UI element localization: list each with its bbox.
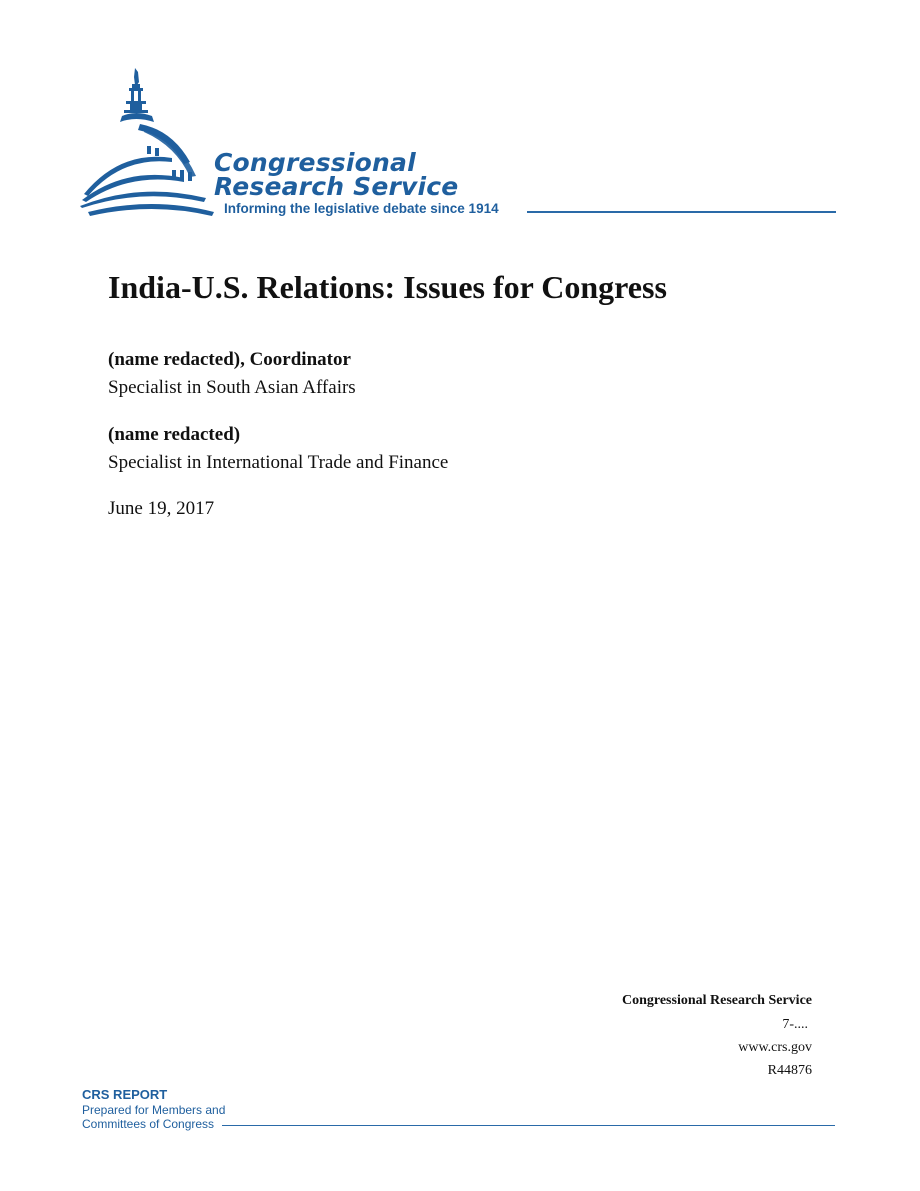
- footer-line-2: Prepared for Members and: [82, 1103, 226, 1117]
- logo-tagline: Informing the legislative debate since 1914: [224, 201, 499, 216]
- author-role-2: Specialist in International Trade and Finance: [108, 452, 449, 473]
- logo-title-line2: Research Service: [214, 172, 459, 201]
- footer-label: CRS REPORT: [82, 1087, 168, 1102]
- crs-logo: [80, 66, 840, 226]
- logo-title-line1: Congressional: [214, 148, 416, 177]
- logo-divider: [527, 211, 836, 213]
- crs-report-footer: [82, 1087, 842, 1137]
- author-name-1: (name redacted), Coordinator: [108, 349, 351, 370]
- publisher-phone: 7-....: [782, 1017, 808, 1032]
- footer-line-3: Committees of Congress: [82, 1117, 215, 1131]
- capitol-dome-icon: [80, 66, 230, 218]
- footer-divider: [222, 1125, 835, 1126]
- report-title: India-U.S. Relations: Issues for Congress: [108, 269, 667, 305]
- author-role-1: Specialist in South Asian Affairs: [108, 377, 356, 398]
- report-number: R44876: [767, 1063, 812, 1078]
- publisher-name: Congressional Research Service: [621, 993, 812, 1008]
- publisher-website: www.crs.gov: [738, 1040, 812, 1055]
- author-name-2: (name redacted): [108, 424, 241, 445]
- report-date: June 19, 2017: [108, 498, 215, 519]
